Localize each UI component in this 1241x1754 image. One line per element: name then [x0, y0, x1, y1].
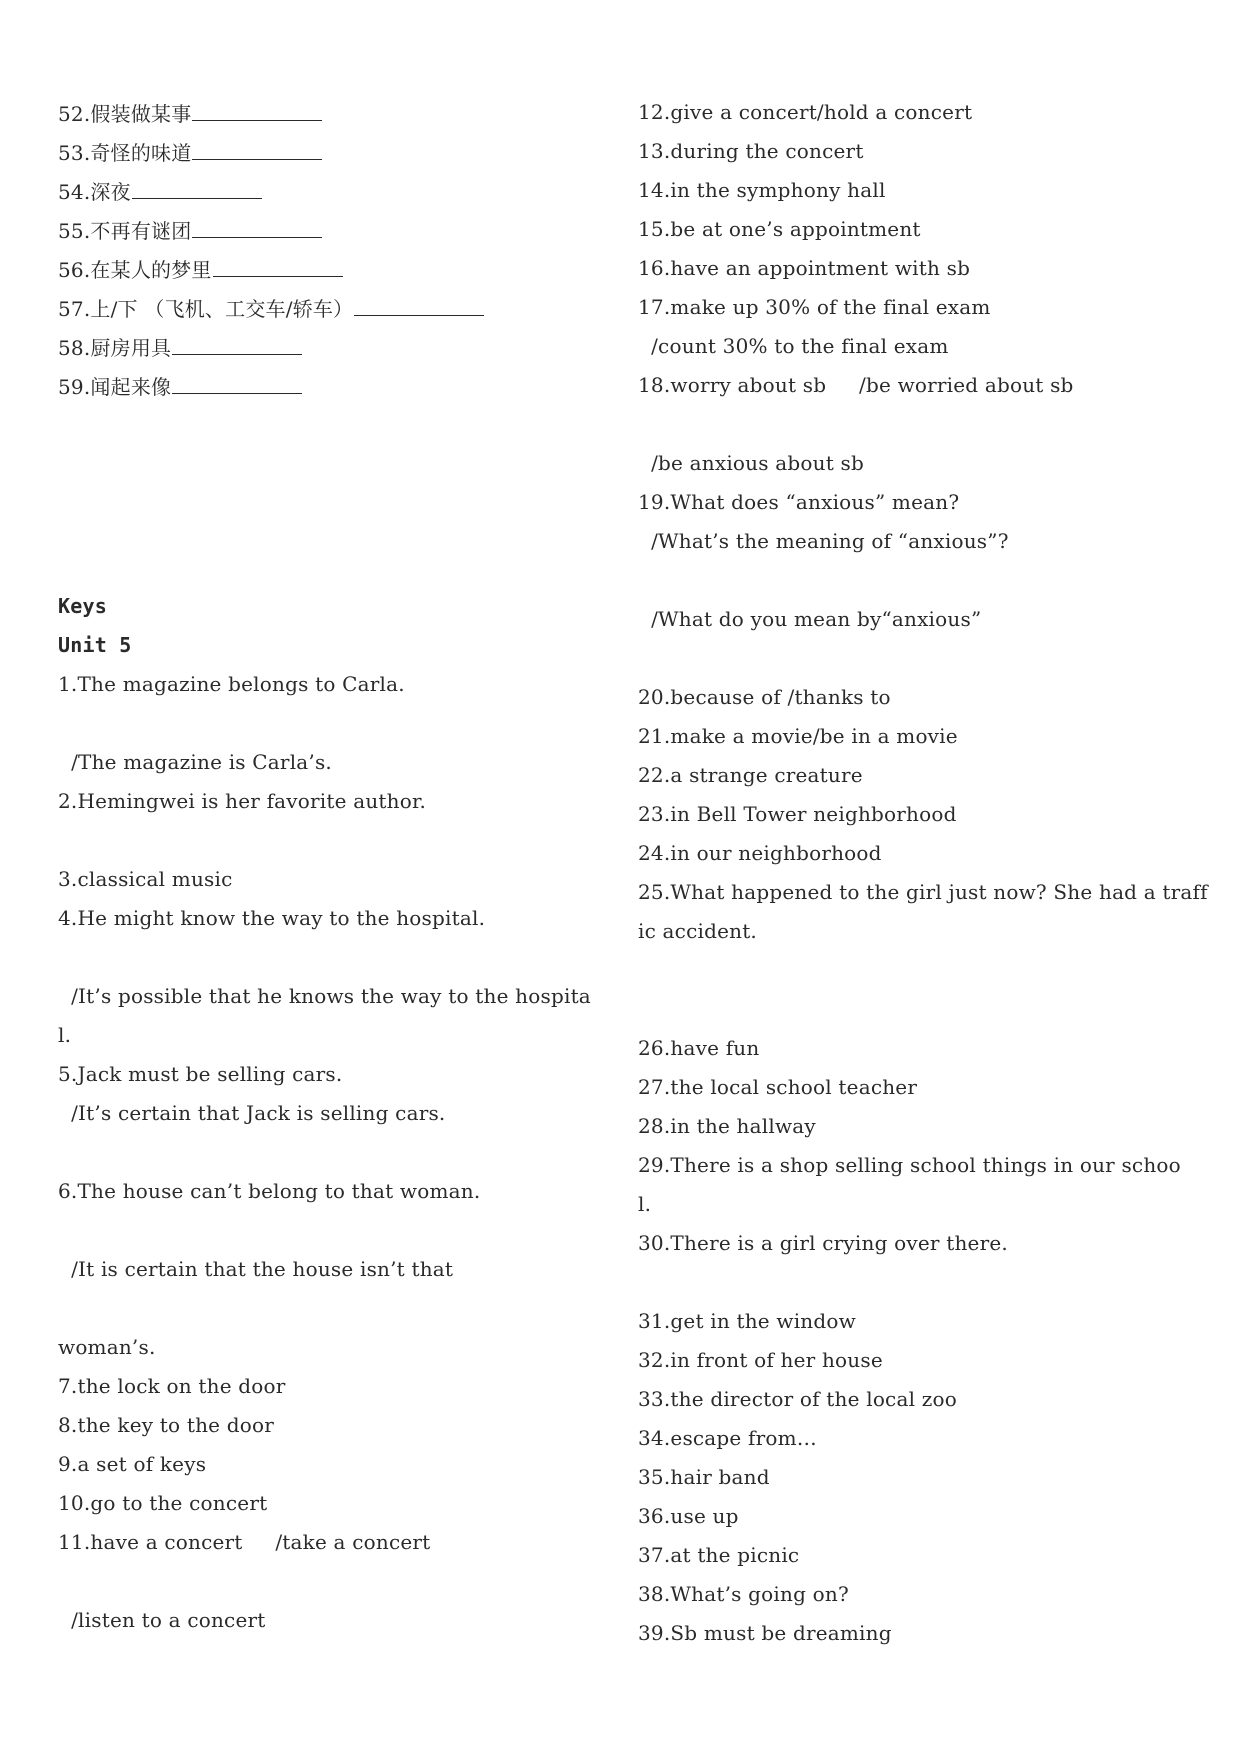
key-line: 1.The magazine belongs to Carla.	[58, 672, 405, 696]
key-line: 25.What happened to the girl just now? She had a traff	[638, 880, 1208, 904]
key-line: 4.He might know the way to the hospital.	[58, 906, 486, 930]
key-line: 35.hair band	[638, 1465, 770, 1489]
key-line: 18.worry about sb /be worried about sb	[638, 373, 1074, 397]
vocab-item: 54.深夜	[58, 178, 262, 204]
key-line: 17.make up 30% of the final exam	[638, 295, 991, 319]
key-line: 29.There is a shop selling school things in our schoo	[638, 1153, 1181, 1177]
key-line: 7.the lock on the door	[58, 1374, 286, 1398]
key-line: 23.in Bell Tower neighborhood	[638, 802, 957, 826]
key-line: 8.the key to the door	[58, 1413, 274, 1437]
key-line: 15.be at one’s appointment	[638, 217, 921, 241]
answer-blank	[192, 217, 322, 238]
key-line: 19.What does “anxious” mean?	[638, 490, 960, 514]
key-line: 33.the director of the local zoo	[638, 1387, 957, 1411]
answer-blank	[172, 373, 302, 394]
key-line: 27.the local school teacher	[638, 1075, 918, 1099]
key-line: 16.have an appointment with sb	[638, 256, 971, 280]
key-line: 30.There is a girl crying over there.	[638, 1231, 1008, 1255]
key-line: 22.a strange creature	[638, 763, 863, 787]
key-line: 5.Jack must be selling cars.	[58, 1062, 343, 1086]
keys-heading: Keys	[58, 594, 107, 618]
key-line: 26.have fun	[638, 1036, 760, 1060]
key-line: ic accident.	[638, 919, 757, 943]
key-line: 21.make a movie/be in a movie	[638, 724, 958, 748]
key-line: /What do you mean by“anxious”	[638, 607, 982, 631]
key-line: /The magazine is Carla’s.	[58, 750, 332, 774]
key-line: 2.Hemingwei is her favorite author.	[58, 789, 427, 813]
answer-blank	[132, 178, 262, 199]
answer-blank	[192, 100, 322, 121]
key-line: 37.at the picnic	[638, 1543, 800, 1567]
key-line: l.	[638, 1192, 652, 1216]
vocab-item: 58.厨房用具	[58, 334, 302, 360]
key-line: /What’s the meaning of “anxious”?	[638, 529, 1009, 553]
vocab-item: 59.闻起来像	[58, 373, 302, 399]
key-line: /It’s possible that he knows the way to the hospita	[58, 984, 591, 1008]
key-line: 3.classical music	[58, 867, 233, 891]
key-line: 31.get in the window	[638, 1309, 856, 1333]
key-line: 34.escape from…	[638, 1426, 817, 1450]
key-line: 13.during the concert	[638, 139, 864, 163]
unit-heading: Unit 5	[58, 633, 132, 657]
vocab-item: 52.假装做某事	[58, 100, 322, 126]
key-line: 12.give a concert/hold a concert	[638, 100, 973, 124]
key-line: l.	[58, 1023, 72, 1047]
key-line: 11.have a concert /take a concert	[58, 1530, 431, 1554]
key-line: woman’s.	[58, 1335, 156, 1359]
key-line: /listen to a concert	[58, 1608, 266, 1632]
key-line: /count 30% to the final exam	[638, 334, 949, 358]
key-line: 20.because of /thanks to	[638, 685, 891, 709]
answer-blank	[354, 295, 484, 316]
vocab-item: 56.在某人的梦里	[58, 256, 343, 282]
key-line: 28.in the hallway	[638, 1114, 816, 1138]
key-line: 9.a set of keys	[58, 1452, 207, 1476]
key-line: 6.The house can’t belong to that woman.	[58, 1179, 481, 1203]
key-line: 14.in the symphony hall	[638, 178, 886, 202]
key-line: /be anxious about sb	[638, 451, 864, 475]
vocab-item: 57.上/下 （飞机、工交车/轿车）	[58, 295, 484, 321]
key-line: /It is certain that the house isn’t that	[58, 1257, 454, 1281]
vocab-item: 55.不再有谜团	[58, 217, 322, 243]
answer-blank	[213, 256, 343, 277]
key-line: 39.Sb must be dreaming	[638, 1621, 892, 1645]
key-line: 32.in front of her house	[638, 1348, 883, 1372]
key-line: 24.in our neighborhood	[638, 841, 882, 865]
key-line: /It’s certain that Jack is selling cars.	[58, 1101, 446, 1125]
key-line: 38.What’s going on?	[638, 1582, 849, 1606]
vocab-item: 53.奇怪的味道	[58, 139, 322, 165]
answer-blank	[172, 334, 302, 355]
key-line: 36.use up	[638, 1504, 739, 1528]
key-line: 10.go to the concert	[58, 1491, 268, 1515]
answer-blank	[192, 139, 322, 160]
